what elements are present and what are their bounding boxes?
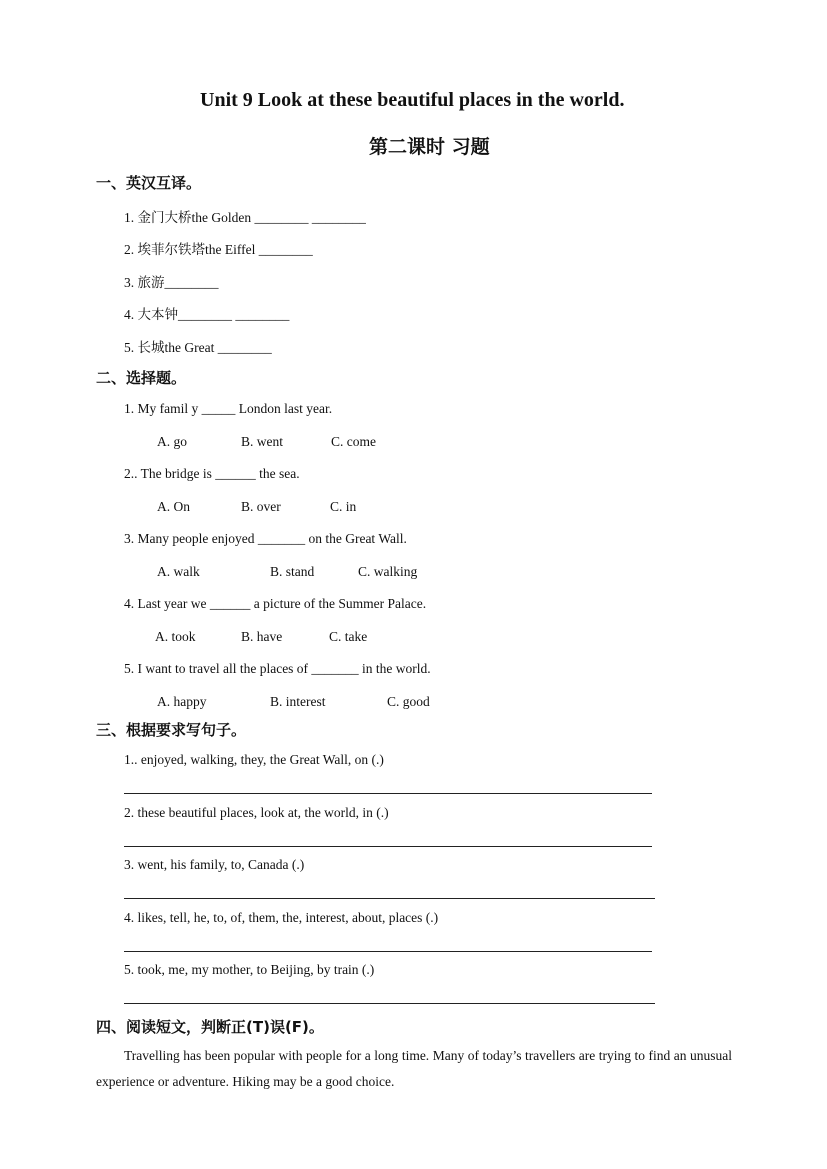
question-5: 5. I want to travel all the places of _______ in the world. [124,661,431,676]
section-1-item-2: 2. 埃菲尔铁塔the Eiffel ________ [124,242,313,257]
section-4-heading: 四、阅读短文，判断正(T)误(F)。 [96,1018,324,1036]
question-1: 1. My famil y _____ London last year. [124,401,333,416]
question-5-option-b: B. interest [270,694,326,709]
question-2: 2.. The bridge is ______ the sea. [124,466,300,481]
question-2-option-a: A. On [157,499,190,514]
question-3: 3. Many people enjoyed _______ on the Great Wall. [124,531,407,546]
sentence-task-3: 3. went, his family, to, Canada (.) [124,857,305,872]
section-1-item-5: 5. 长城the Great ________ [124,340,272,355]
question-2-option-c: C. in [330,499,357,514]
sentence-task-1: 1.. enjoyed, walking, they, the Great Wall, on (.) [124,752,384,767]
section-1-item-1: 1. 金门大桥the Golden ________ ________ [124,210,366,225]
sentence-task-5: 5. took, me, my mother, to Beijing, by train (.) [124,962,375,977]
question-4-option-a: A. took [155,629,196,644]
question-5-option-a: A. happy [157,694,207,709]
answer-line-5[interactable] [124,1003,655,1004]
question-1-option-c: C. come [331,434,376,449]
section-1-heading: 一、英汉互译。 [96,174,202,192]
question-1-option-b: B. went [241,434,283,449]
worksheet-title: Unit 9 Look at these beautiful places in the world. [200,89,625,111]
section-1-item-4: 4. 大本钟________ ________ [124,307,290,322]
answer-line-3[interactable] [124,898,655,899]
section-3-heading: 三、根据要求写句子。 [96,721,247,739]
question-5-option-c: C. good [387,694,430,709]
question-3-option-a: A. walk [157,564,200,579]
section-2-heading: 二、选择题。 [96,369,187,387]
question-2-option-b: B. over [241,499,281,514]
reading-passage: Travelling has been popular with people for a long time. Many of today’s travellers are trying to find an unusual experience or adventure. Hiking may be a good choice. [96,1048,732,1089]
answer-line-1[interactable] [124,793,652,794]
question-3-option-c: C. walking [358,564,418,579]
sentence-task-4: 4. likes, tell, he, to, of, them, the, interest, about, places (.) [124,910,439,925]
answer-line-2[interactable] [124,846,652,847]
answer-line-4[interactable] [124,951,652,952]
sentence-task-2: 2. these beautiful places, look at, the world, in (.) [124,805,389,820]
worksheet-subtitle: 第二课时 习题 [369,136,490,158]
question-1-option-a: A. go [157,434,187,449]
question-4-option-c: C. take [329,629,368,644]
question-4-option-b: B. have [241,629,283,644]
question-3-option-b: B. stand [270,564,315,579]
section-1-item-3: 3. 旅游________ [124,275,219,290]
question-4: 4. Last year we ______ a picture of the Summer Palace. [124,596,427,611]
